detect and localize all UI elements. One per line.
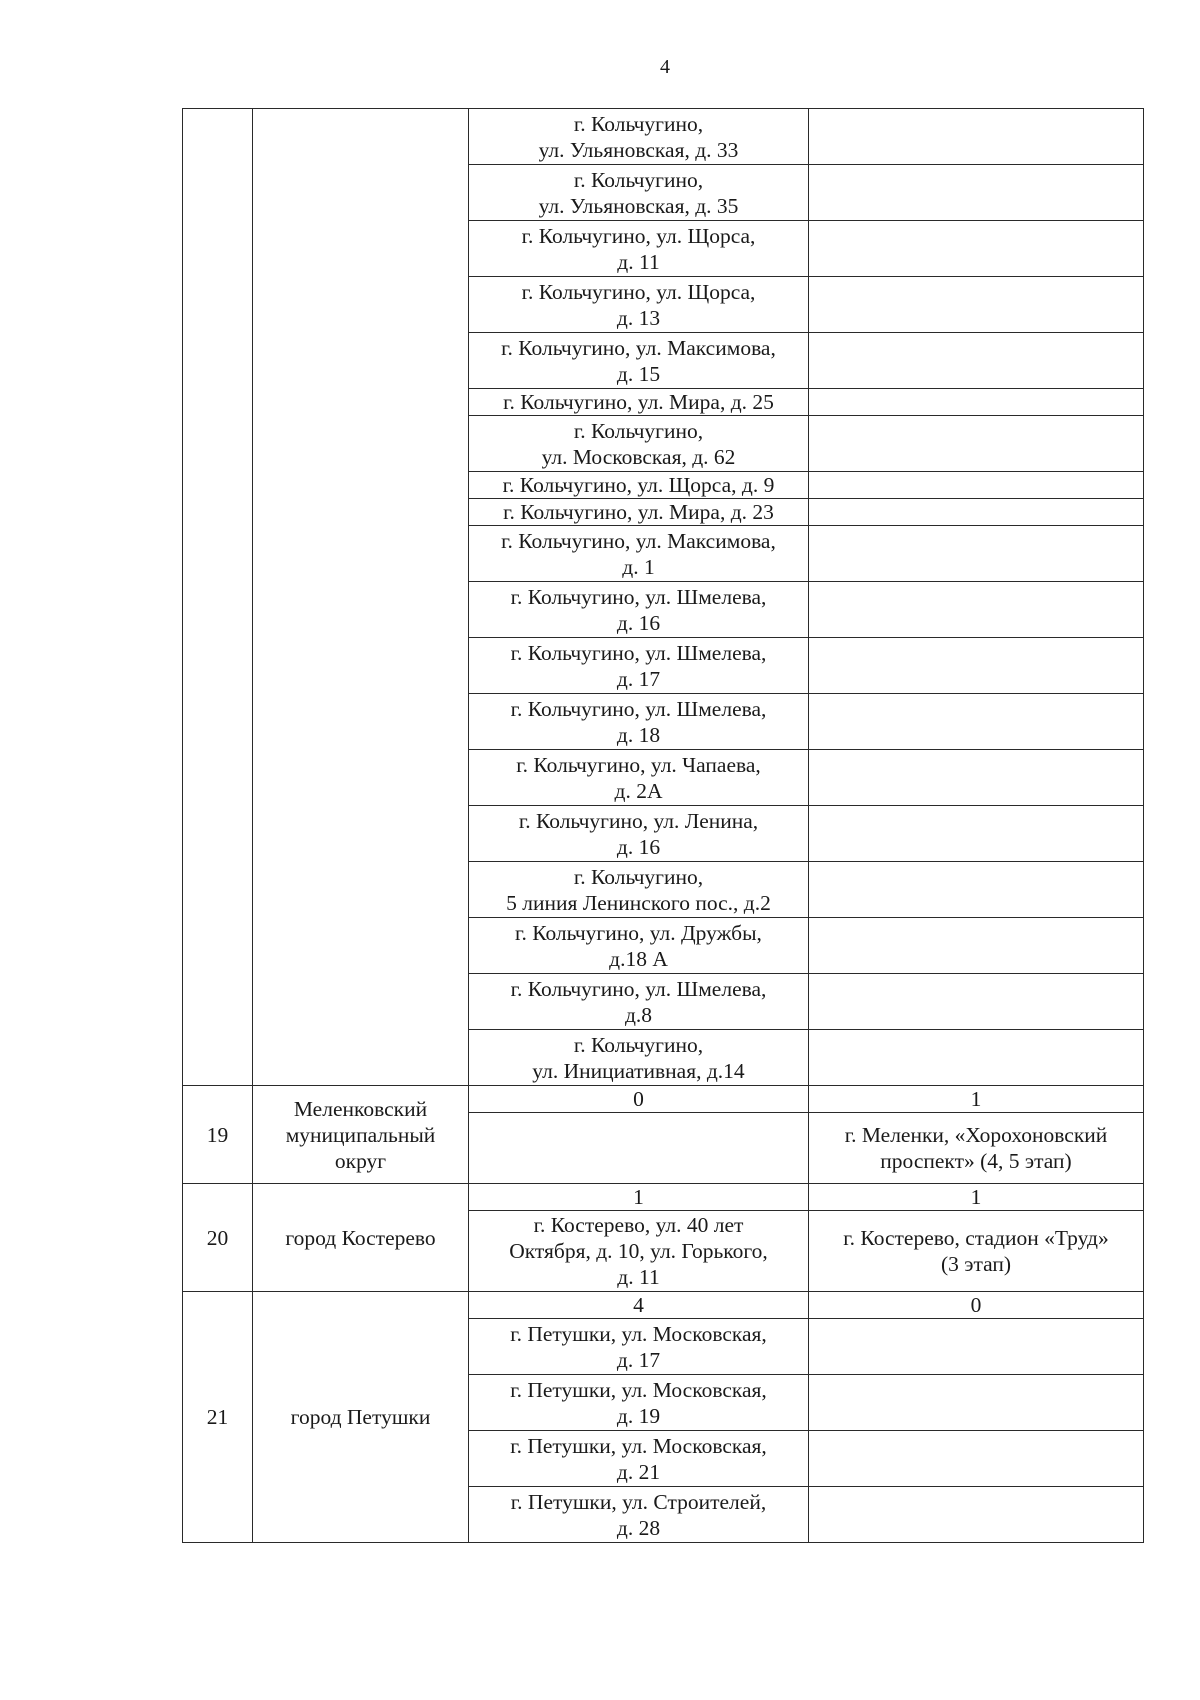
second-address-cell xyxy=(809,918,1144,974)
address-cell xyxy=(469,1319,809,1375)
second-address-cell xyxy=(809,694,1144,750)
address-cell xyxy=(469,416,809,472)
address-cell xyxy=(469,1113,809,1184)
table-row xyxy=(183,1292,1144,1319)
address-cell xyxy=(469,582,809,638)
second-address-cell xyxy=(809,750,1144,806)
second-address-cell xyxy=(809,499,1144,526)
address-text: г. Кольчугино, ул. Мира, д. 25 xyxy=(503,390,774,414)
second-address-cell xyxy=(809,1030,1144,1086)
municipality-name: Меленковский xyxy=(293,1096,428,1121)
address-cell xyxy=(469,862,809,918)
address-text: г. Кольчугино, ул. Максимова, xyxy=(501,335,776,360)
address-cell xyxy=(469,694,809,750)
address-text: ул. Ульяновская, д. 33 xyxy=(538,137,739,162)
address-cell xyxy=(469,806,809,862)
address-text: г. Костерево, стадион «Труд» xyxy=(843,1226,1109,1250)
second-address-cell xyxy=(809,862,1144,918)
address-cell xyxy=(469,389,809,416)
second-address-cell xyxy=(809,1431,1144,1487)
address-cell xyxy=(469,1431,809,1487)
table-row xyxy=(183,1184,1144,1211)
second-address-cell xyxy=(809,416,1144,472)
second-address-cell xyxy=(809,389,1144,416)
address-text: г. Петушки, ул. Московская, xyxy=(510,1377,767,1402)
address-text: г. Петушки, ул. Московская, xyxy=(510,1433,767,1458)
address-text: 5 линия Ленинского пос., д.2 xyxy=(506,890,771,915)
address-text: д.8 xyxy=(624,1002,653,1027)
count-cell: 0 xyxy=(469,1086,809,1113)
second-address-cell xyxy=(809,1113,1144,1184)
address-text: г. Кольчугино, xyxy=(573,111,704,136)
address-text: г. Меленки, «Хорохоновский xyxy=(844,1123,1108,1147)
address-text: г. Кольчугино, ул. Щорса, xyxy=(521,223,756,248)
second-address-cell xyxy=(809,472,1144,499)
address-text: г. Кольчугино, ул. Щорса, xyxy=(521,279,756,304)
address-text: г. Кольчугино, ул. Щорса, д. 9 xyxy=(502,473,775,497)
address-text: ул. Ульяновская, д. 35 xyxy=(538,193,739,218)
address-text: г. Петушки, ул. Московская, xyxy=(510,1321,767,1346)
address-text: д. 19 xyxy=(616,1403,661,1428)
address-text: г. Кольчугино, ул. Мира, д. 23 xyxy=(503,500,774,524)
address-cell xyxy=(469,277,809,333)
address-text: д.18 А xyxy=(609,946,668,971)
municipality-name: город Костерево xyxy=(285,1225,436,1250)
second-address-cell xyxy=(809,1487,1144,1543)
row-number-cell: 20 xyxy=(183,1184,253,1292)
address-text: г. Кольчугино, ул. Шмелева, xyxy=(510,640,767,665)
address-cell xyxy=(469,750,809,806)
second-address-cell xyxy=(809,333,1144,389)
row-number-cell: 21 xyxy=(183,1292,253,1543)
address-text: д. 16 xyxy=(616,834,661,859)
municipality-cell xyxy=(253,109,469,1086)
count-cell: 1 xyxy=(809,1086,1144,1113)
municipality-cell xyxy=(253,1086,469,1184)
second-address-cell xyxy=(809,1375,1144,1431)
municipality-name: город Петушки xyxy=(290,1405,431,1429)
count-cell: 1 xyxy=(469,1184,809,1211)
second-address-cell xyxy=(809,1319,1144,1375)
address-cell xyxy=(469,1487,809,1543)
address-text: проспект» (4, 5 этап) xyxy=(880,1149,1072,1173)
second-address-cell xyxy=(809,1211,1144,1292)
second-address-cell xyxy=(809,277,1144,333)
second-address-cell xyxy=(809,526,1144,582)
count-cell: 0 xyxy=(809,1292,1144,1319)
count-cell: 4 xyxy=(469,1292,809,1319)
address-text: г. Кольчугино, xyxy=(573,418,704,443)
program-table xyxy=(182,108,1144,1543)
address-cell xyxy=(469,526,809,582)
second-address-cell xyxy=(809,221,1144,277)
address-cell xyxy=(469,109,809,165)
address-cell xyxy=(469,221,809,277)
address-cell xyxy=(469,1211,809,1292)
address-text: г. Кольчугино, xyxy=(573,1032,704,1057)
address-text: д. 1 xyxy=(622,554,655,579)
page-number: 4 xyxy=(660,56,670,78)
address-cell xyxy=(469,333,809,389)
municipality-cell xyxy=(253,1184,469,1292)
table-row xyxy=(183,109,1144,165)
address-text: д. 11 xyxy=(617,1265,660,1289)
address-text: д. 17 xyxy=(616,1347,661,1372)
address-text: ул. Инициативная, д.14 xyxy=(532,1058,745,1083)
second-address-cell xyxy=(809,582,1144,638)
address-text: г. Кольчугино, xyxy=(573,864,704,889)
address-text: г. Кольчугино, ул. Ленина, xyxy=(518,808,759,833)
address-text: г. Кольчугино, ул. Чапаева, xyxy=(516,752,761,777)
address-text: д. 13 xyxy=(616,305,661,330)
address-cell xyxy=(469,499,809,526)
address-cell xyxy=(469,1030,809,1086)
second-address-cell xyxy=(809,974,1144,1030)
address-text: г. Кольчугино, ул. Дружбы, xyxy=(515,920,762,945)
address-text: д. 11 xyxy=(617,249,660,274)
municipality-name: муниципальный xyxy=(285,1122,436,1147)
row-number-cell: 19 xyxy=(183,1086,253,1184)
address-text: г. Кольчугино, xyxy=(573,167,704,192)
address-text: г. Петушки, ул. Строителей, xyxy=(510,1489,767,1514)
address-text: г. Кольчугино, ул. Шмелева, xyxy=(510,976,767,1001)
address-cell xyxy=(469,472,809,499)
address-text: д. 18 xyxy=(616,722,661,747)
row-number-cell xyxy=(183,109,253,1086)
address-cell xyxy=(469,918,809,974)
second-address-cell xyxy=(809,806,1144,862)
address-cell xyxy=(469,638,809,694)
address-text: д. 16 xyxy=(616,610,661,635)
address-text: Октября, д. 10, ул. Горького, xyxy=(509,1239,768,1263)
second-address-cell xyxy=(809,109,1144,165)
address-cell xyxy=(469,1375,809,1431)
address-cell xyxy=(469,974,809,1030)
address-text: г. Кольчугино, ул. Шмелева, xyxy=(510,696,767,721)
address-text: (3 этап) xyxy=(940,1252,1012,1276)
table-row xyxy=(183,1086,1144,1113)
address-text: г. Кольчугино, ул. Шмелева, xyxy=(510,584,767,609)
address-text: д. 15 xyxy=(616,361,661,386)
municipality-cell xyxy=(253,1292,469,1543)
address-text: г. Кольчугино, ул. Максимова, xyxy=(501,528,776,553)
municipality-name: округ xyxy=(334,1148,387,1173)
address-text: д. 2А xyxy=(614,778,663,803)
address-text: д. 17 xyxy=(616,666,661,691)
address-text: д. 28 xyxy=(616,1515,661,1540)
address-text: д. 21 xyxy=(616,1459,661,1484)
second-address-cell xyxy=(809,638,1144,694)
address-cell xyxy=(469,165,809,221)
second-address-cell xyxy=(809,165,1144,221)
count-cell: 1 xyxy=(809,1184,1144,1211)
address-text: ул. Московская, д. 62 xyxy=(541,444,736,469)
address-text: г. Костерево, ул. 40 лет xyxy=(533,1213,744,1237)
